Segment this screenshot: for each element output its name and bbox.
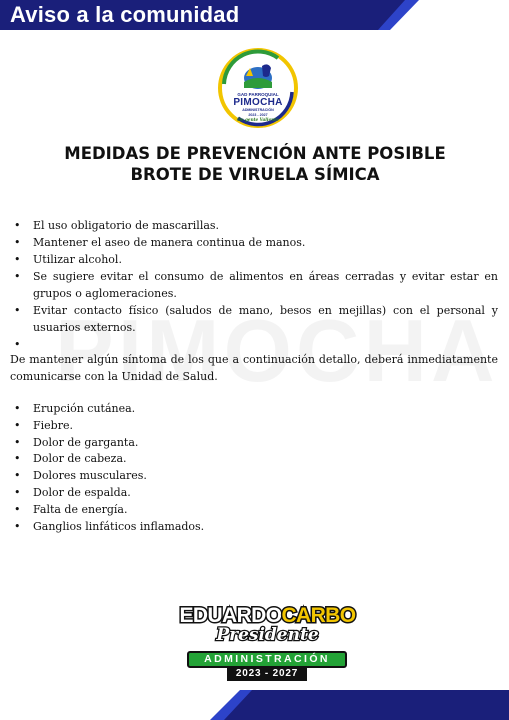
page-title-line-2: BROTE DE VIRUELA SÍMICA xyxy=(130,165,380,184)
logo-line-3: ADMINISTRACIÓN xyxy=(242,108,274,112)
logo-line-1: GAD PARROQUIAL xyxy=(237,92,279,97)
logo-line-2: PIMOCHA xyxy=(233,97,283,108)
administration-label: ADMINISTRACIÓN xyxy=(187,651,347,668)
list-item: • Fiebre. xyxy=(12,418,498,435)
logo-line-5: De gente Valiente xyxy=(237,117,279,122)
list-item: • Ganglios linfáticos inflamados. xyxy=(12,519,498,536)
president-first-name: EDUARDO xyxy=(179,604,282,627)
symptoms-intro: De mantener algún síntoma de los que a continuación detallo, deberá inmediatamente comunicarse con la Unidad de Salud. xyxy=(10,353,498,383)
list-item: • Erupción cutánea. xyxy=(12,401,498,418)
list-item: • Dolores musculares. xyxy=(12,468,498,485)
list-item: • Dolor de cabeza. xyxy=(12,451,498,468)
list-item: • Dolor de espalda. xyxy=(12,485,498,502)
list-item: • Utilizar alcohol. xyxy=(12,251,498,268)
top-banner xyxy=(0,0,509,30)
bottom-bar-shape xyxy=(0,690,509,720)
list-item: • El uso obligatorio de mascarillas. xyxy=(12,217,498,234)
list-item: • Falta de energía. xyxy=(12,502,498,519)
president-role: Presidente xyxy=(216,625,319,645)
list-item: • Evitar contacto físico (saludos de mano, besos en mejillas) con el personal y usuarios externos. xyxy=(12,302,498,336)
president-signature-logo xyxy=(170,604,365,684)
list-item: • Se sugiere evitar el consumo de alimentos en áreas cerradas y evitar estar en grupos o aglomeraciones. xyxy=(12,268,498,302)
banner-title: Aviso a la comunidad xyxy=(10,2,240,27)
list-item: • Dolor de garganta. xyxy=(12,435,498,452)
page-title xyxy=(20,143,490,185)
president-last-name: CARBO xyxy=(281,604,356,627)
list-item: • Mantener el aseo de manera continua de manos. xyxy=(12,234,498,251)
page-title-line-1: MEDIDAS DE PREVENCIÓN ANTE POSIBLE xyxy=(64,144,446,163)
gad-pimocha-logo xyxy=(218,48,298,128)
symptoms-list xyxy=(12,401,498,535)
administration-years: 2023 - 2027 xyxy=(227,667,307,681)
logo-line-4: 2023 - 2027 xyxy=(248,112,268,117)
measures-list xyxy=(12,217,498,353)
bottom-bar xyxy=(0,690,509,720)
